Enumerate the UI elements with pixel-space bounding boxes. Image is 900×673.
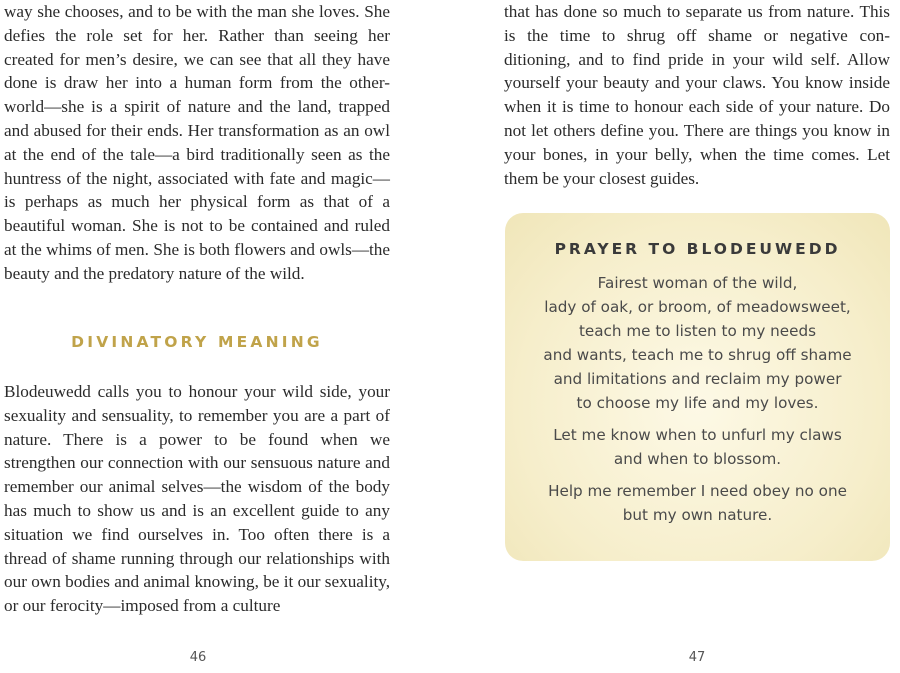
prayer-stanza-1: Fairest woman of the wild, lady of oak, or broom, of meadowsweet, teach me to listen to my needs and wants, teach me to shrug off shame and limitations and reclaim my power to choose my life and my loves.	[543, 274, 852, 412]
divinatory-meaning-heading: DIVINATORY MEANING	[71, 333, 323, 351]
page-number-left: 46	[189, 650, 207, 665]
left-paragraph-2: Blodeuwedd calls you to honour your wild side, your sexuality and sensuality, to remember you are a part of nature. There is a power to be found when we strengthen our connection with our sensuous nature and remember our animal selves—the wisdom of the body has much to show us and is an excellent guide to any situation we find ourselves in. Too often there is a thread of shame running through our relationships with our own bodies and animal knowing, be it our sexuality, or our ferocity—imposed from a culture	[4, 382, 391, 616]
right-paragraph-1: that has done so much to separate us from nature. This is the time to shrug off shame or negative con-ditioning, and to find pride in your wild self. Allow yourself your beauty and your claws. You know inside when it is time to honour each side of your nature. Do not let others define you. There are things you know in your bones, in your belly, when the time comes. Let them be your closest guides.	[504, 2, 890, 188]
prayer-box	[505, 213, 890, 561]
prayer-stanza-3: Help me remember I need obey no one but my own nature.	[548, 482, 847, 524]
left-paragraph-1: way she chooses, and to be with the man she loves. She defies the role set for her. Rather than seeing her created for men’s desire, we can see that all they have done is draw her into a human form from the other-world—she is a spirit of nature and the land, trapped and abused for their ends. Her transformation as an owl at the end of the tale—a bird traditionally seen as the huntress of the night, associated with fate and magic—is perhaps as much her physical form as that of a beautiful woman. She is not to be contained and ruled at the whims of men. She is both flowers and owls—the beauty and the predatory nature of the wild.	[4, 2, 390, 283]
prayer-title: PRAYER TO BLODEUWEDD	[554, 240, 841, 258]
prayer-body	[505, 271, 890, 535]
right-page	[450, 0, 900, 673]
prayer-stanza-2: Let me know when to unfurl my claws and when to blossom.	[553, 426, 842, 468]
page-number-right: 47	[688, 650, 706, 665]
